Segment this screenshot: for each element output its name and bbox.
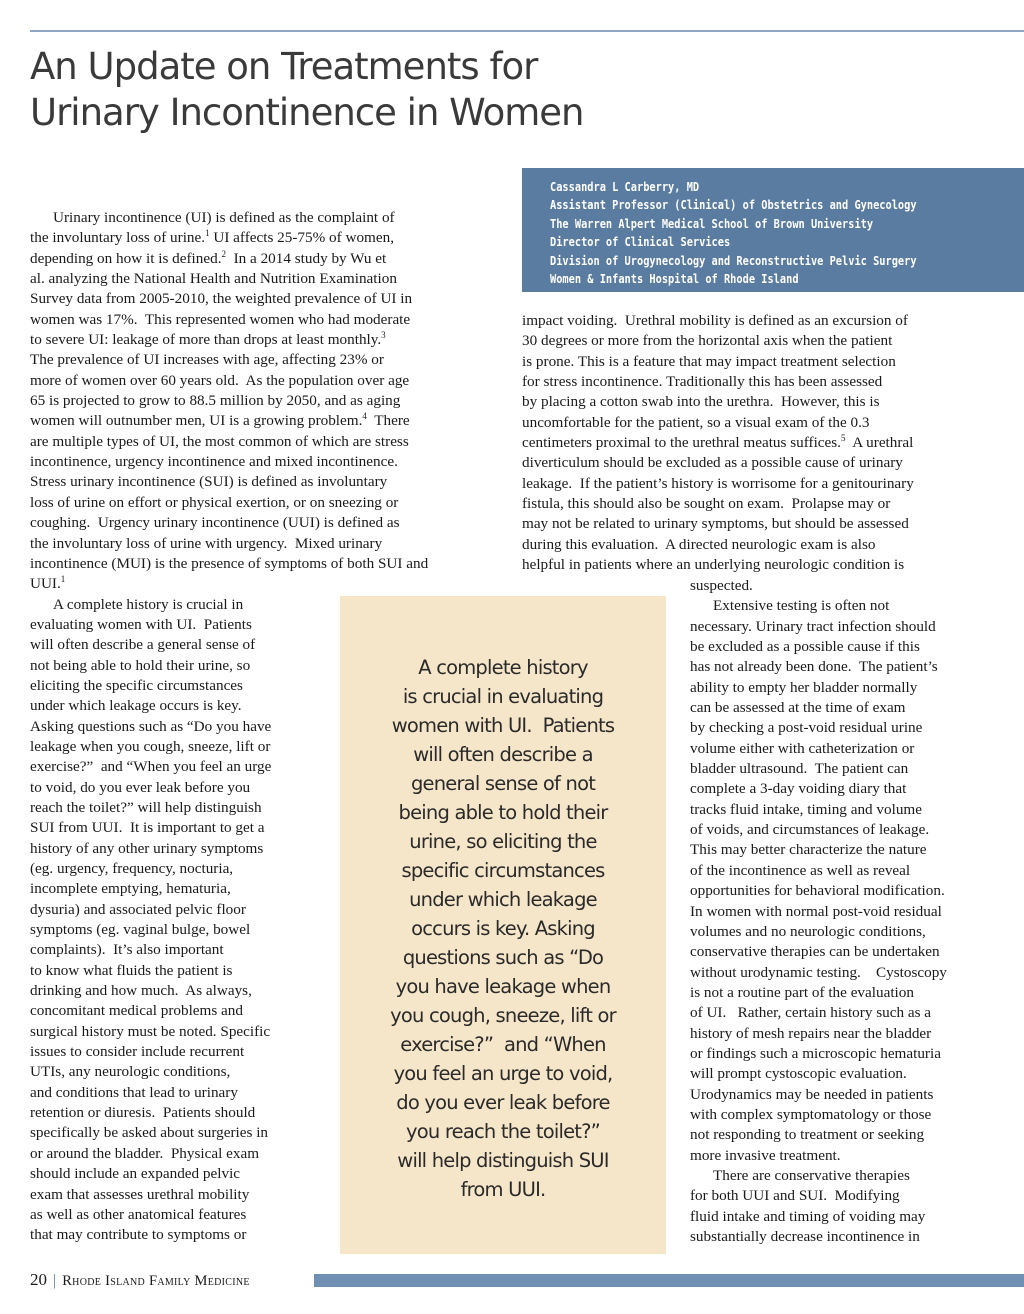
pull-quote-line: occurs is key. Asking	[411, 917, 595, 940]
body-column-right	[690, 576, 947, 1247]
pull-quote-line: being able to hold their	[398, 801, 608, 824]
body-text-line: complete a 3-day voiding diary that	[690, 780, 907, 798]
title-line: An Update on Treatments for	[30, 45, 538, 88]
pull-quote-line: you cough, sneeze, lift or	[390, 1004, 616, 1027]
body-text-line: volumes and no neurologic conditions,	[690, 922, 926, 940]
body-text-line: by checking a post-void residual urine	[690, 719, 923, 737]
body-text-line: UTIs, any neurologic conditions,	[30, 1063, 231, 1081]
body-text-line: Extensive testing is often not	[713, 597, 890, 615]
body-text-line: 30 degrees or more from the horizontal axis when the patient	[522, 332, 893, 350]
body-text-line: opportunities for behavioral modification.	[690, 882, 945, 900]
body-text-line: without urodynamic testing. Cystoscopy	[690, 963, 947, 981]
pull-quote-line: general sense of not	[410, 772, 596, 795]
body-text-line: incomplete emptying, hematuria,	[30, 880, 231, 898]
body-text-line: conservative therapies can be undertaken	[690, 943, 940, 961]
body-text-line: coughing. Urgency urinary incontinence (UUI) is defined as	[30, 514, 400, 532]
body-text-line: bladder ultrasound. The patient can	[690, 760, 909, 778]
body-text-line: fluid intake and timing of voiding may	[690, 1207, 926, 1225]
author-name: Cassandra L Carberry, MD	[550, 180, 700, 194]
body-text-line: for stress incontinence. Traditionally this has been assessed	[522, 373, 883, 391]
body-text-line: (eg. urgency, frequency, nocturia,	[30, 860, 234, 877]
body-text-line: fistula, this should also be sought on exam. Prolapse may or	[522, 495, 891, 513]
body-text-line: incontinence, urgency incontinence and mixed incontinence.	[30, 453, 398, 471]
pull-quote-line: from UUI.	[460, 1178, 546, 1201]
body-text-line: or findings such a microscopic hematuria	[690, 1044, 941, 1062]
pull-quote-line: will help distinguish SUI	[397, 1149, 609, 1172]
author-affiliation: Division of Urogynecology and Reconstructive Pelvic Surgery	[550, 253, 917, 268]
body-text-line: for both UUI and SUI. Modifying	[690, 1187, 900, 1205]
top-rule	[30, 30, 1024, 32]
footer-separator: |	[53, 1272, 57, 1289]
body-text-line: be excluded as a possible cause if this	[690, 638, 920, 656]
body-text-line: al. analyzing the National Health and Nutrition Examination	[30, 270, 397, 288]
body-text-line: of voids, and circumstances of leakage.	[690, 821, 930, 839]
pull-quote-line: specific circumstances	[401, 859, 605, 882]
body-text-line: women will outnumber men, UI is a growing problem.$^4$ There	[30, 411, 410, 430]
body-text-line: issues to consider include recurrent	[30, 1043, 245, 1061]
author-box	[522, 168, 1024, 292]
body-text-line: Asking questions such as “Do you have	[30, 717, 272, 735]
body-text-line: centimeters proximal to the urethral meatus suffices.$^5$ A urethral	[522, 433, 914, 452]
body-text-line: SUI from UUI. It is important to get a	[30, 819, 265, 837]
body-column-middle	[522, 311, 914, 575]
body-text-line: Urodynamics may be needed in patients	[690, 1085, 934, 1103]
body-text-line: not responding to treatment or seeking	[690, 1126, 925, 1144]
body-text-line: of the incontinence as well as reveal	[690, 861, 911, 879]
pull-quote-line: A complete history	[418, 656, 588, 679]
body-text-line: history of mesh repairs near the bladder	[690, 1024, 932, 1042]
body-text-line: and conditions that lead to urinary	[30, 1083, 238, 1101]
body-text-line: necessary. Urinary tract infection should	[690, 617, 936, 635]
pull-quote-line: you have leakage when	[395, 975, 611, 998]
pull-quote-line: women with UI. Patients	[391, 714, 615, 737]
author-affiliation: The Warren Alpert Medical School of Brown University	[550, 216, 874, 231]
footer-bar	[314, 1274, 1024, 1287]
body-text-line: 65 is projected to grow to 88.5 million by 2050, and as aging	[30, 392, 401, 410]
body-text-line: In women with normal post-void residual	[690, 902, 942, 920]
page-number: 20	[30, 1270, 47, 1289]
body-text-line: helpful in patients where an underlying neurologic condition is	[522, 556, 905, 574]
body-text-line: eliciting the specific circumstances	[30, 676, 243, 694]
body-text-line: The prevalence of UI increases with age, affecting 23% or	[30, 351, 384, 369]
pull-quote-line: will often describe a	[413, 743, 593, 766]
body-text-line: to severe UI: leakage of more than drops at least monthly.$^3$	[30, 330, 386, 349]
footnote-ref: 4	[362, 411, 367, 422]
pull-quote-line: questions such as “Do	[402, 946, 604, 969]
body-text-line: under which leakage occurs is key.	[30, 697, 242, 715]
body-text-line: more invasive treatment.	[690, 1146, 841, 1164]
body-text-line: Survey data from 2005-2010, the weighted prevalence of UI in	[30, 290, 413, 308]
body-text-line: during this evaluation. A directed neurologic exam is also	[522, 535, 876, 553]
body-text-line: volume either with catheterization or	[690, 739, 915, 757]
body-text-line: with complex symptomatology or those	[690, 1105, 932, 1123]
body-text-line: impact voiding. Urethral mobility is defined as an excursion of	[522, 312, 908, 329]
footnote-ref: 1	[60, 574, 66, 585]
body-text-line: is not a routine part of the evaluation	[690, 983, 914, 1001]
body-text-line: ability to empty her bladder normally	[690, 678, 918, 696]
title-line: Urinary Incontinence in Women	[30, 91, 584, 134]
body-text-line: dysuria) and associated pelvic floor	[30, 900, 246, 918]
body-text-line: depending on how it is defined.$^2$ In a 2014 study by Wu et	[30, 248, 387, 267]
body-text-line: as well as other anatomical features	[30, 1205, 247, 1223]
body-text-line: the involuntary loss of urine with urgency. Mixed urinary	[30, 534, 383, 552]
author-affiliation: Women & Infants Hospital of Rhode Island	[550, 272, 799, 287]
body-text-line: evaluating women with UI. Patients	[30, 615, 252, 633]
body-text-line: UUI.$^1$	[30, 574, 66, 593]
footnote-ref: 2	[221, 248, 226, 259]
body-text-line: the involuntary loss of urine.$^1$ UI affects 25-75% of women,	[30, 228, 395, 247]
body-text-line: suspected.	[690, 577, 753, 594]
body-text-line: loss of urine on effort or physical exertion, or on sneezing or	[30, 493, 399, 511]
body-text-line: drinking and how much. As always,	[30, 982, 252, 1000]
body-text-line: tracks fluid intake, timing and volume	[690, 800, 922, 818]
body-text-line: incontinence (MUI) is the presence of symptoms of both SUI and	[30, 554, 429, 572]
body-text-line: complaints). It’s also important	[30, 941, 224, 959]
body-text-line: to know what fluids the patient is	[30, 961, 233, 979]
body-text-line: Stress urinary incontinence (SUI) is defined as involuntary	[30, 473, 388, 491]
body-text-line: substantially decrease incontinence in	[690, 1228, 920, 1245]
body-text-line: leakage. If the patient’s history is worrisome for a genitourinary	[522, 474, 914, 492]
body-text-line: concomitant medical problems and	[30, 1002, 243, 1020]
body-text-line: to void, do you ever leak before you	[30, 778, 251, 796]
body-text-line: diverticulum should be excluded as a possible cause of urinary	[522, 454, 903, 472]
pull-quote-line: you feel an urge to void,	[393, 1062, 613, 1085]
article-title	[30, 44, 583, 136]
body-text-line: symptoms (eg. vaginal bulge, bowel	[30, 921, 251, 939]
pull-quote-line: you reach the toilet?”	[406, 1120, 600, 1143]
body-text-line: can be assessed at the time of exam	[690, 699, 906, 717]
body-text-line: has not already been done. The patient’s	[690, 658, 938, 676]
body-text-line: not being able to hold their urine, so	[30, 656, 251, 674]
body-text-line: of UI. Rather, certain history such as a	[690, 1004, 932, 1022]
pull-quote-line: urine, so eliciting the	[409, 830, 597, 853]
pull-quote-line: do you ever leak before	[396, 1091, 610, 1114]
body-text-line: reach the toilet?” will help distinguish	[30, 798, 262, 816]
body-text-line: exam that assesses urethral mobility	[30, 1185, 250, 1203]
body-text-line: is prone. This is a feature that may impact treatment selection	[522, 352, 896, 370]
author-affiliation: Assistant Professor (Clinical) of Obstetrics and Gynecology	[550, 198, 917, 213]
body-text-line: retention or diuresis. Patients should	[30, 1104, 256, 1122]
body-text-line: more of women over 60 years old. As the population over age	[30, 371, 410, 389]
body-text-line: women was 17%. This represented women who had moderate	[30, 310, 411, 328]
body-text-line: specifically be asked about surgeries in	[30, 1124, 269, 1142]
pull-quote-line: exercise?” and “When	[400, 1033, 606, 1056]
body-text-line: exercise?” and “When you feel an urge	[30, 758, 272, 776]
author-affiliation: Director of Clinical Services	[550, 235, 731, 250]
body-text-line: history of any other urinary symptoms	[30, 839, 264, 857]
body-text-line: should include an expanded pelvic	[30, 1165, 241, 1183]
body-text-line: will often describe a general sense of	[30, 636, 256, 654]
body-text-line: by placing a cotton swab into the urethra. However, this is	[522, 393, 880, 411]
body-text-line: that may contribute to symptoms or	[30, 1226, 247, 1244]
body-text-line: Urinary incontinence (UI) is defined as the complaint of	[53, 209, 395, 226]
magazine-name: Rhode Island Family Medicine	[62, 1273, 250, 1289]
body-text-line: surgical history must be noted. Specific	[30, 1022, 271, 1040]
pull-quote-line: is crucial in evaluating	[402, 685, 604, 708]
body-text-line: leakage when you cough, sneeze, lift or	[30, 737, 271, 755]
body-text-line: or around the bladder. Physical exam	[30, 1144, 260, 1162]
page-footer	[30, 1270, 250, 1291]
body-text-line: A complete history is crucial in	[53, 595, 244, 613]
pull-quote-line: under which leakage	[409, 888, 597, 911]
footnote-ref: 1	[205, 228, 210, 239]
body-text-line: There are conservative therapies	[713, 1166, 910, 1184]
body-text-line: uncomfortable for the patient, so a visual exam of the 0.3	[522, 413, 870, 431]
pull-quote	[340, 596, 666, 1254]
body-text-line: are multiple types of UI, the most common of which are stress	[30, 432, 409, 450]
body-text-line: may not be related to urinary symptoms, but should be assessed	[522, 515, 909, 533]
body-text-line: will prompt cystoscopic evaluation.	[690, 1065, 907, 1083]
body-text-line: This may better characterize the nature	[690, 841, 927, 859]
footnote-ref: 5	[840, 433, 846, 444]
footnote-ref: 3	[381, 330, 386, 341]
